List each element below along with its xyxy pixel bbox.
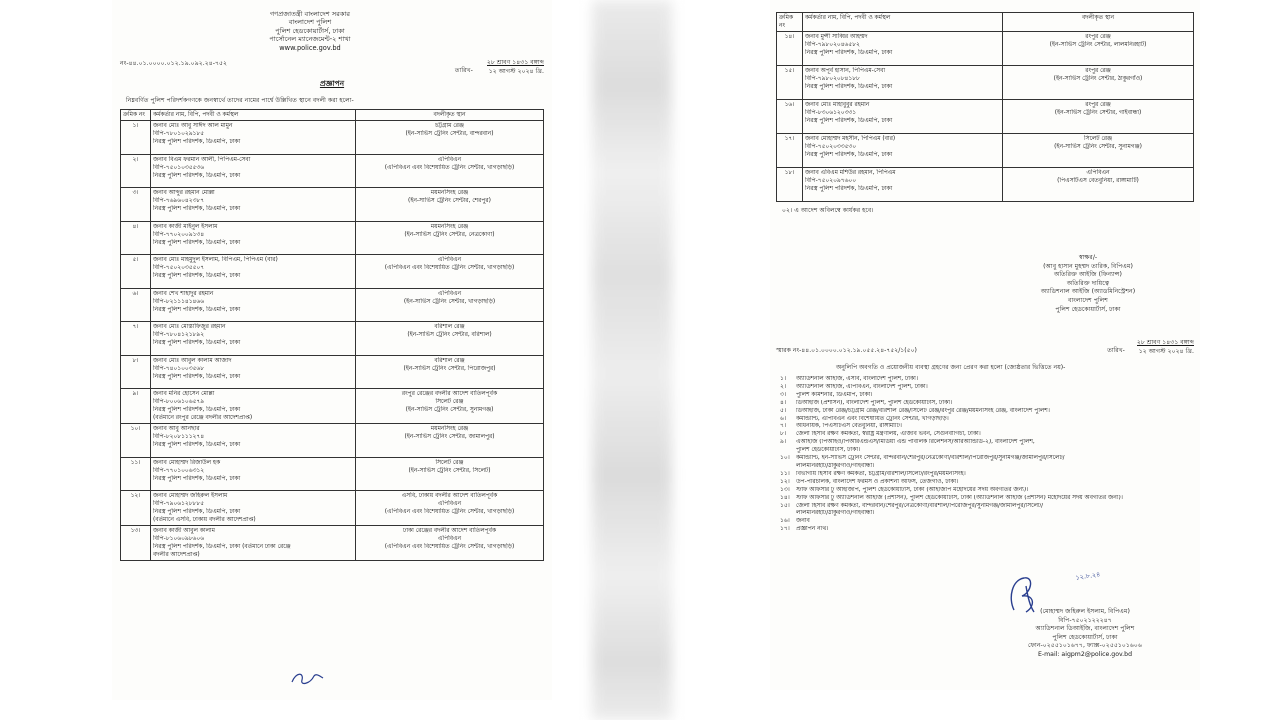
transfer-unit: এপিবিএন (437, 290, 462, 297)
list-item-number: ১৫। (780, 502, 790, 509)
signature-block-secondary (978, 608, 1192, 660)
list-item-number: ২। (780, 383, 786, 390)
transfer-table-left (120, 109, 544, 561)
row-transfer-place (356, 288, 544, 322)
list-item (780, 487, 1194, 495)
row-officer (803, 32, 1003, 66)
list-item-number: ১। (780, 376, 786, 382)
row-serial: ১০। (121, 424, 151, 458)
officer-bp-number: বিপি-৭৫০২০৯৭৬০০ (805, 178, 857, 184)
list-item-number: ১৬। (780, 518, 790, 525)
row-serial: ৯। (121, 389, 151, 424)
transfer-center: (এপিবিএন এবং বিশেষায়িত ট্রেনিং সেন্টার, খাগড়াছড়ি) (384, 544, 515, 551)
row-officer (151, 491, 356, 526)
row-serial: ১৭। (777, 134, 803, 168)
list-item (780, 408, 1194, 416)
officer-name: জনাব মোঃ মাহাবুবুর রহমান (805, 102, 870, 108)
signature-line: অতিরিক্ত দায়িত্বে (1066, 279, 1110, 287)
transfer-unit: বরিশাল রেঞ্জ (434, 324, 465, 331)
row-transfer-place (1003, 168, 1194, 202)
date-block (1137, 338, 1194, 356)
list-item-text: জেলা হিসাব রক্ষণ কর্মকর্তা, স্বরাষ্ট্র মন্ত্রণালয়, এজিবি ভবন, সেগুনবাগিচা, ঢাকা। (796, 431, 981, 438)
list-item-text: লালমনিরহাট/ঠাকুরগাঁও/গাইবান্ধা। (796, 462, 875, 469)
row-officer (151, 322, 356, 356)
list-item-text: ডিআইজি (প্রশাসন), বাংলাদেশ পুলিশ, পুলিশ হেডকোয়ার্টার্স, ঢাকা। (796, 399, 953, 406)
table-row (121, 457, 544, 491)
list-item (780, 447, 1194, 455)
cancellation-note: এসবি, ঢাকায় বদলীর আদেশ বাতিলপূর্বক (401, 493, 498, 500)
letterhead-line: গণপ্রজাতন্ত্রী বাংলাদেশ সরকার (269, 10, 351, 18)
list-item-number (780, 463, 796, 471)
list-item-number: ১০। (780, 455, 790, 462)
list-item-number: ১৩। (780, 486, 790, 493)
row-officer (151, 221, 356, 255)
list-item (780, 479, 1194, 487)
row-transfer-place (356, 457, 544, 491)
transfer-unit: এপিবিএন (437, 257, 462, 264)
memo-number: স্মারক নং-৪৪.০১.০০০০.০১২.১৯.০৫৫.২৪-৭৫২/১(৫০) (776, 347, 917, 354)
row-serial: ৮। (121, 355, 151, 389)
officer-designation: নিরস্ত্র পুলিশ পরিদর্শক, ডিএমপি, ঢাকা (153, 373, 241, 380)
transfer-center: (এপিবিএন এবং বিশেষায়িত ট্রেনিং সেন্টার, খাগড়াছড়ি) (384, 164, 515, 171)
row-officer (151, 121, 356, 155)
table-row (121, 255, 544, 289)
officer-designation: নিরস্ত্র পুলিশ পরিদর্শক, ডিএমপি, ঢাকা (153, 475, 241, 482)
date-bangla: ২৮ শ্রাবণ ১৪৩১ বঙ্গাব্দ (486, 59, 544, 67)
website-link[interactable]: www.police.gov.bd (279, 43, 341, 52)
row-officer (803, 134, 1003, 168)
list-item-number: ৪। (780, 399, 786, 406)
signature-line: অতিরিক্ত আইজি (ফিন্যান্স) (1054, 271, 1122, 279)
row-serial: ২। (121, 154, 151, 188)
table-row (777, 32, 1194, 66)
officer-name: জনাব শেখ শাহাদুর রহমান (153, 290, 214, 297)
list-item-text: অ্যাডিশনাল আইজি, এসবি, বাংলাদেশ পুলিশ, ঢাকা। (796, 376, 918, 382)
row-officer (803, 100, 1003, 134)
officer-bp-number: বিপি-৮০০৬১০৬৫৭৯ (153, 399, 205, 406)
table-row (777, 66, 1194, 100)
officer-note: বদলীর আদেশপ্রাপ্ত) (153, 552, 200, 559)
row-officer (151, 154, 356, 188)
officer-designation: নিরস্ত্র পুলিশ পরিদর্শক, ডিএমপি, ঢাকা (805, 186, 893, 192)
officer-name: জনাব আব্দুর রহমান মোল্লা (153, 190, 215, 197)
row-officer (151, 457, 356, 491)
table-row (777, 168, 1194, 202)
officer-bp-number: বিপি-৭৫০১০৩৫৫৩৬ (153, 164, 205, 171)
row-transfer-place (356, 188, 544, 222)
officer-bp-number: বিপি-৭৬৯৬০৪২৩৮৭ (153, 198, 205, 205)
officer-designation: নিরস্ত্র পুলিশ পরিদর্শক, ডিএমপি, ঢাকা (153, 139, 241, 146)
table-row (121, 121, 544, 155)
list-item-number: ৯। (780, 439, 786, 446)
list-item-text: পুলিশ হেডকোয়ার্টার্স, ঢাকা। (796, 447, 861, 454)
row-serial: ৭। (121, 322, 151, 356)
row-transfer-place (1003, 134, 1194, 168)
officer-designation: নিরস্ত্র পুলিশ পরিদর্শক, ডিএমপি, ঢাকা (153, 273, 241, 280)
list-item-number: ১১। (780, 470, 790, 477)
column-header-serial: ক্রমিক নং (121, 110, 151, 121)
signature-line: পুলিশ হেডকোয়ার্টার্স, ঢাকা (1052, 633, 1118, 641)
list-item-text: জনাব (796, 518, 810, 525)
table-row (121, 188, 544, 222)
letterhead-line: বাংলাদেশ পুলিশ (288, 18, 332, 27)
officer-designation: নিরস্ত্র পুলিশ পরিদর্শক, ডিএমপি, ঢাকা (153, 172, 241, 179)
transfer-center: (ইন-সার্ভিস ট্রেনিং সেন্টার, জামালপুর) (404, 434, 495, 441)
list-item (780, 400, 1194, 408)
transfer-center: (ইন-সার্ভিস ট্রেনিং সেন্টার, ঠাকুরগাঁও) (1053, 76, 1143, 82)
list-item-number: ৭। (780, 423, 786, 430)
row-serial: ১৮। (777, 168, 803, 202)
transfer-unit: রংপুর রেঞ্জ (1085, 34, 1111, 40)
list-item (780, 510, 1194, 518)
officer-name: জনাব এবিএম মশিউর রহমান, পিপিএম (805, 170, 896, 176)
transfer-center: (ইন-সার্ভিস ট্রেনিং সেন্টার, সুনামগঞ্জ) (405, 407, 494, 414)
officer-bp-number: বিপি-৮২১১১৪১৪৬৬ (153, 298, 205, 305)
officer-bp-number: বিপি-৭৭০২০০৯১৩৪ (153, 231, 205, 238)
row-transfer-place (356, 424, 544, 458)
list-item-number (780, 510, 796, 518)
table-row (121, 154, 544, 188)
table-row (777, 134, 1194, 168)
transfer-unit: এপিবিএন (1086, 170, 1110, 176)
table-header-row (121, 110, 544, 121)
effect-clause: ০২। এ আদেশ অবিলম্বে কার্যকর হবে। (782, 207, 874, 214)
transfer-center: (এপিবিএন এবং বিশেষায়িত ট্রেনিং সেন্টার, খাগড়াছড়ি) (384, 509, 515, 516)
officer-name: জনাব মনির হোসেন মোল্লা (153, 391, 215, 398)
transfer-unit: বরিশাল রেঞ্জ (434, 357, 465, 364)
row-transfer-place (356, 526, 544, 561)
date-english: ১২ আগস্ট ২০২৪ খ্রি. (1138, 348, 1194, 355)
row-serial: ১১। (121, 457, 151, 491)
row-officer (803, 66, 1003, 100)
initial-signature (290, 668, 326, 688)
signature-line: বিপি-৭৫০২১২২২৪৭ (1058, 616, 1112, 624)
list-item-number: ১২। (780, 478, 790, 485)
column-header-place: বদলীকৃত স্থান (1003, 13, 1194, 32)
list-item-number: ৬। (780, 415, 786, 422)
list-item-number: ৫। (780, 407, 786, 414)
memo-number: নং-৪৪.০১.০০০০.০১২.১৯.০৯২.২৪-৭৫২ (120, 60, 228, 68)
row-officer (151, 424, 356, 458)
transfer-center: (ইন-সার্ভিস ট্রেনিং সেন্টার, গাইবান্ধা) (1054, 110, 1142, 116)
officer-note: (বর্তমানে এসবি, ঢাকায় বদলীর আদেশপ্রাপ্ত) (153, 517, 256, 524)
officer-designation: নিরস্ত্র পুলিশ পরিদর্শক, ডিএমপি, ঢাকা (805, 152, 893, 158)
row-transfer-place (356, 491, 544, 526)
list-item (780, 518, 1194, 526)
copy-list (780, 376, 1194, 534)
row-officer (803, 168, 1003, 202)
transfer-center: (ইন-সার্ভিস ট্রেনিং সেন্টার, শেরপুর) (408, 198, 491, 205)
row-serial: ৬। (121, 288, 151, 322)
date-english: ১২ আগস্ট ২০২৪ খ্রি. (488, 68, 544, 76)
signature-line: স্বাক্ষর/- (1078, 254, 1098, 261)
notice-page-left (112, 0, 552, 700)
list-item (780, 376, 1194, 384)
row-transfer-place (1003, 32, 1194, 66)
row-officer (151, 188, 356, 222)
transfer-unit: এপিবিএন (437, 156, 462, 163)
signature-line: অ্যাডিশনাল আইজি (অ্যাডমিনিস্ট্রেশন) (1040, 288, 1136, 296)
officer-bp-number: বিপি-৭৮০৪১২১৮৯২ (153, 332, 205, 339)
row-serial: ১। (121, 121, 151, 155)
row-serial: ১৩। (121, 526, 151, 561)
list-item (780, 392, 1194, 400)
list-item-number: ৩। (780, 391, 786, 398)
list-item (780, 416, 1194, 424)
officer-name: জনাব বিএম ফরমান আলী, পিপিএম-সেবা (153, 156, 251, 163)
officer-bp-number: বিপি-৭৫০২০৩৩৫৩০ (805, 144, 857, 150)
row-transfer-place (356, 355, 544, 389)
row-serial: ১৬। (777, 100, 803, 134)
reference-row (120, 58, 544, 76)
transfer-unit: রংপুর রেঞ্জ (1085, 68, 1111, 74)
signature-date: ১২.৮.২৪ (1075, 570, 1101, 582)
officer-bp-number: বিপি-৭৯০৬১২৮৮৮৫ (153, 501, 205, 508)
date-block (487, 58, 544, 76)
officer-designation: নিরস্ত্র পুলিশ পরিদর্শক, ডিএমপি, ঢাকা (153, 442, 241, 449)
table-row (121, 355, 544, 389)
officer-designation: নিরস্ত্র পুলিশ পরিদর্শক, ডিএমপি, ঢাকা (153, 306, 241, 313)
list-item-text: কমান্ড্যান্ট, এপিবিএন এবং বিশেষায়িত ট্রেনিং সেন্টার, খাগড়াছড়ি। (796, 415, 949, 422)
transfer-center: (এপিবিএন এবং বিশেষায়িত ট্রেনিং সেন্টার, খাগড়াছড়ি) (384, 265, 515, 272)
officer-note: (বর্তমানে রংপুর রেঞ্জে বদলীর আদেশপ্রাপ্ত) (153, 415, 253, 422)
contact-email[interactable]: E-mail: aigpm2@police.gov.bd (1037, 650, 1132, 658)
transfer-unit: এপিবিএন (437, 501, 462, 508)
officer-name: জনাব মোঃ মোস্তাফিজুর রহমান (153, 324, 226, 331)
transfer-table-right (776, 12, 1194, 202)
table-row (777, 100, 1194, 134)
transfer-center: (ইন-সার্ভিস ট্রেনিং সেন্টার, খাগড়াছড়ি) (403, 298, 496, 305)
signature-line: (মোহাম্মদ জহিরুল ইসলাম, বিপিএম) (1040, 608, 1130, 615)
transfer-center: (ইন-সার্ভিস ট্রেনিং সেন্টার, লালমনিরহাট) (1049, 42, 1147, 48)
transfer-center: (ইন-সার্ভিস ট্রেনিং সেন্টার, সুনামগঞ্জ) (1054, 144, 1142, 150)
list-item-text: প্রজ্ঞাপন নথি। (796, 526, 829, 533)
date-label: তারিখ- (454, 67, 473, 75)
list-item-text: এআইজি (পিআইও/পিআরএন্ডএস/মিডিয়া এন্ড পাবলিক রিলেশনস/আরঅ্যান্ডডি-২), বাংলাদেশ পুলিশ, (796, 439, 1035, 446)
transfer-unit: সিলেট রেঞ্জ (435, 459, 464, 466)
row-transfer-place (356, 389, 544, 424)
row-serial: ৩। (121, 188, 151, 222)
officer-name: জনাব কাজী মাইনুল ইসলাম (153, 223, 218, 230)
list-item-text: স্টাফ অফিসার টু অ্যাডিশনাল আইজি (প্রশাসন), পুলিশ হেডকোয়ার্টার্স, ঢাকা (অ্যাডিশনাল আইজি (প্রশাসন) মহোদয়ের সদয় অবগতির জন্য)। (796, 494, 1123, 501)
list-item-number: ৮। (780, 431, 786, 438)
row-officer (151, 526, 356, 561)
table-row (121, 389, 544, 424)
row-officer (151, 255, 356, 289)
table-row (121, 424, 544, 458)
officer-name: জনাব মোঃ আবু সাঈদ আল মামুন (153, 123, 233, 130)
blurred-page-edge (592, 0, 672, 720)
transfer-center: (ইন-সার্ভিস ট্রেনিং সেন্টার, বরিশাল) (407, 332, 492, 339)
transfer-unit: ময়মনসিংহ রেঞ্জ (430, 190, 469, 197)
row-transfer-place (356, 154, 544, 188)
row-transfer-place (356, 221, 544, 255)
transfer-unit: ময়মনসিংহ রেঞ্জ (430, 223, 469, 230)
list-item-text: উপ-পরিচালক, বাংলাদেশ ফরমস ও প্রকাশনা অফিস, তেজগাঁও, ঢাকা। (796, 478, 959, 485)
list-item-text: স্টাফ অফিসার টু আইজিপি, পুলিশ হেডকোয়ার্টার্স, ঢাকা (আইজিপি মহোদয়ের সদয় অবগতির জন্য)। (796, 486, 1029, 493)
list-item (780, 455, 1194, 463)
signature-line: পুলিশ হেডকোয়ার্টার্স, ঢাকা (1055, 305, 1121, 313)
row-transfer-place (1003, 100, 1194, 134)
row-officer (151, 389, 356, 424)
list-item-number: ১৭। (780, 526, 790, 533)
list-item-text: জেলা হিসাব রক্ষণ কর্মকর্তা, বান্দরবান/শেরপুর/নেত্রকোণা/বরিশাল/পিরোজপুর/সুনামগঞ্জ/জামালপুর/সিলেট/ (796, 502, 1044, 509)
column-header-serial: ক্রমিক নং (777, 13, 803, 32)
officer-name: জনাব অপূর্ব হাসান, পিপিএম-সেবা (805, 68, 886, 74)
officer-name: জনাব মোঃ মাহমুদুল ইসলাম, বিপিএম, পিপিএম (বার) (153, 257, 278, 264)
list-item (780, 431, 1194, 439)
row-serial: ৫। (121, 255, 151, 289)
officer-name: জনাব আবু আনছার (153, 426, 200, 433)
row-officer (151, 288, 356, 322)
officer-bp-number: বিপি-৭৫০২০৩৫৫০৭ (153, 265, 205, 272)
transfer-center: (পিএসটিএস বেতবুনিয়া, রাঙ্গামাটি) (1057, 178, 1139, 184)
officer-name: জনাব মোহাম্মদ জহিরুল ইসলাম (153, 493, 228, 500)
copy-intro: অনুলিপি অবগতি ও প্রয়োজনীয় ব্যবস্থা গ্রহণের জন্য প্রেরণ করা হলো (জ্যেষ্ঠতার ভিত্তিতে নয়)- (836, 364, 1066, 371)
transfer-center: (ইন-সার্ভিস ট্রেনিং সেন্টার, পিরোজপুর) (403, 365, 496, 372)
transfer-unit: ময়মনসিংহ রেঞ্জ (430, 426, 469, 433)
transfer-center: (ইন-সার্ভিস ট্রেনিং সেন্টার, সিলেট) (408, 467, 491, 474)
date-label: তারিখ- (1107, 347, 1125, 354)
table-row (121, 322, 544, 356)
list-item (780, 471, 1194, 479)
list-item (780, 495, 1194, 503)
notice-title: প্রজ্ঞাপন (319, 79, 345, 89)
officer-name: জনাব মোহাম্মদ রিজাউল হক (153, 459, 221, 466)
transfer-unit: এপিবিএন (437, 536, 462, 543)
officer-bp-number: বিপি-৮৩০৬১২০৩৩১ (805, 110, 857, 116)
list-item-text: ডিআইজি, ঢাকা রেঞ্জ/চট্টগ্রাম রেঞ্জ/বরিশাল রেঞ্জ/সিলেট রেঞ্জ/রংপুর রেঞ্জ/ময়মনসিংহ রেঞ্জ, বাংলাদেশ পুলিশ। (796, 407, 1050, 414)
officer-name: জনাব কাজী আবুল কালাম (153, 528, 215, 535)
row-transfer-place (1003, 66, 1194, 100)
transfer-center: (ইন-সার্ভিস ট্রেনিং সেন্টার, বান্দরবান) (405, 131, 494, 138)
list-item (780, 423, 1194, 431)
signature-line: অ্যাডিশনাল ডিআইজি, বাংলাদেশ পুলিশ (1035, 625, 1135, 633)
list-item (780, 384, 1194, 392)
transfer-center: (ইন-সার্ভিস ট্রেনিং সেন্টার, নেত্রকোণা) (404, 231, 495, 238)
row-transfer-place (356, 255, 544, 289)
row-serial: ১২। (121, 491, 151, 526)
officer-designation: নিরস্ত্র পুলিশ পরিদর্শক, ডিএমপি, ঢাকা (153, 206, 241, 213)
contact-phone: ফোন-০২৫৫১০১৬৭৭, ফ্যাক্স-০২৫৫১০১৬০৬ (1028, 642, 1142, 650)
table-header-row (777, 13, 1194, 32)
officer-bp-number: বিপি-৮২০৮১১১২৭৪ (153, 434, 205, 441)
table-row (121, 221, 544, 255)
table-row (121, 526, 544, 561)
row-transfer-place (356, 121, 544, 155)
transfer-unit: চট্টগ্রাম রেঞ্জ (435, 123, 464, 130)
list-item-text: পুলিশ কমিশনার, ডিএমপি, ঢাকা। (796, 391, 873, 398)
officer-name: জনাব মুন্সী সাব্বির আহম্মদ (805, 34, 868, 40)
notice-page-right (770, 0, 1200, 690)
column-header-officer: কর্মকর্তার নাম, বিপি, পদবী ও কর্মস্থল (803, 13, 1003, 32)
letterhead (210, 10, 410, 52)
notice-intro: নিম্নবর্ণিত পুলিশ পরিদর্শকগণকে জনস্বার্থে তাদের নামের পার্শ্বে উল্লিখিত স্থানে বদলী করা হলো- (126, 97, 354, 105)
list-item-text: লালমনিরহাট/ঠাকুরগাঁও/গাইবান্ধা। (796, 510, 875, 517)
column-header-place: বদলীকৃত স্থান (356, 110, 544, 121)
officer-designation: নিরস্ত্র পুলিশ পরিদর্শক, ডিএমপি, ঢাকা (153, 509, 241, 516)
row-serial: ১৫। (777, 66, 803, 100)
row-serial: ১৪। (777, 32, 803, 66)
cancellation-note: রংপুর রেঞ্জের বদলীর আদেশ বাতিলপূর্বক (401, 391, 498, 398)
list-item-number: ১৪। (780, 494, 790, 501)
list-item (780, 503, 1194, 511)
date-bangla: ২৮ শ্রাবণ ১৪৩১ বঙ্গাব্দ (1136, 339, 1194, 346)
list-item-text: অধিনায়ক, পিএসটিএস বেতবুনিয়া, রাঙ্গামাটি। (796, 423, 902, 430)
transfer-unit: রংপুর রেঞ্জ (1085, 102, 1111, 108)
officer-name: জনাব মোহাম্মদ মহসীন, পিপিএম (বার) (805, 136, 896, 142)
officer-designation: নিরস্ত্র পুলিশ পরিদর্শক, ডিএমপি, ঢাকা (805, 50, 893, 56)
letterhead-line: পার্সোনেল ম্যানেজমেন্ট-২ শাখা (269, 35, 351, 44)
officer-bp-number: বিপি-৮১০৬০৯৮৬০৬ (153, 536, 205, 543)
transfer-unit: সিলেট রেঞ্জ (1083, 136, 1113, 142)
transfer-unit: সিলেট রেঞ্জ (435, 399, 464, 406)
officer-designation: নিরস্ত্র পুলিশ পরিদর্শক, ডিএমপি, ঢাকা (বর্তমানে ঢাকা রেঞ্জে (153, 544, 291, 551)
column-header-officer: কর্মকর্তার নাম, বিপি, পদবী ও কর্মস্থল (151, 110, 356, 121)
list-item (780, 463, 1194, 471)
officer-designation: নিরস্ত্র পুলিশ পরিদর্শক, ডিএমপি, ঢাকা (153, 407, 241, 414)
signature-line: বাংলাদেশ পুলিশ (1068, 296, 1108, 304)
row-serial: ৪। (121, 221, 151, 255)
list-item-text: বিভাগীয় হিসাব রক্ষণ কর্মকর্তা, চট্টগ্রাম/বরিশাল/সিলেট/রংপুর/ময়মনসিংহ। (796, 470, 966, 477)
cancellation-note: ঢাকা রেঞ্জের বদলীর আদেশ বাতিলপূর্বক (402, 528, 496, 535)
officer-bp-number: বিপি-৭৯৮০২০৪৬৫৮২ (805, 42, 860, 48)
officer-designation: নিরস্ত্র পুলিশ পরিদর্শক, ডিএমপি, ঢাকা (153, 340, 241, 347)
list-item-text: অ্যাডিশনাল আইজি, এপিবিএন, বাংলাদেশ পুলিশ, ঢাকা। (796, 383, 928, 390)
officer-designation: নিরস্ত্র পুলিশ পরিদর্শক, ডিএমপি, ঢাকা (805, 84, 893, 90)
memo-row (776, 338, 1194, 373)
list-item-number (780, 447, 796, 455)
table-row (121, 491, 544, 526)
letterhead-line: পুলিশ হেডকোয়ার্টার্স, ঢাকা (275, 26, 345, 35)
officer-designation: নিরস্ত্র পুলিশ পরিদর্শক, ডিএমপি, ঢাকা (805, 118, 893, 124)
officer-bp-number: বিপি-৭৭০১০০৬৩১২ (153, 467, 205, 474)
list-item-text: কমান্ড্যান্ট, ইন-সার্ভিস ট্রেনিং সেন্টার, বান্দরবান/শেরপুর/নেত্রকোণা/বরিশাল/পিরোজপুর/সুনামগঞ্জ/জামালপুর/সিলেট/ (796, 455, 1065, 462)
list-item (780, 526, 1194, 534)
row-officer (151, 355, 356, 389)
row-transfer-place (356, 322, 544, 356)
signature-line: (আবু হাসান মুহম্মদ তারিক, বিপিএম) (1043, 262, 1133, 270)
officer-bp-number: বিপি-৭৪০১০০৩৫৬৮ (153, 365, 205, 372)
officer-designation: নিরস্ত্র পুলিশ পরিদর্শক, ডিএমপি, ঢাকা (153, 239, 241, 246)
officer-bp-number: বিপি-৭৯৮০২০৮৪১৮৮ (805, 76, 860, 82)
signature-block-primary (988, 254, 1188, 314)
list-item (780, 439, 1194, 447)
officer-name: জনাব মোঃ আবুল কালাম আজাদ (153, 357, 232, 364)
table-row (121, 288, 544, 322)
officer-bp-number: বিপি-৭৮০১০২৯১৮৫ (153, 131, 205, 138)
